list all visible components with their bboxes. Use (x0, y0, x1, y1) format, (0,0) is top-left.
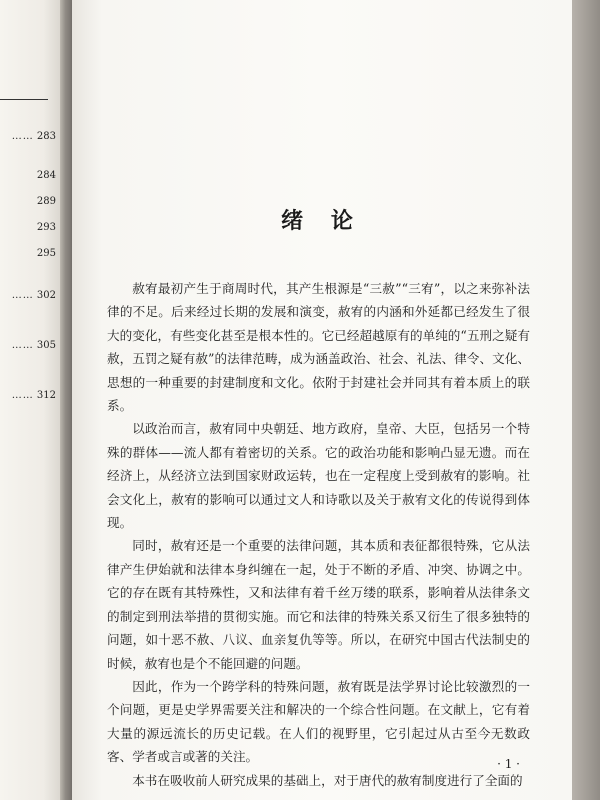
toc-entry: 289 (36, 196, 56, 207)
toc-entry: …… 302 (11, 290, 56, 301)
toc-entry: …… 283 (11, 131, 56, 142)
toc-entry: 284 (36, 170, 56, 181)
paragraph: 同时，赦宥还是一个重要的法律问题，其本质和表征都很特殊，它从法律产生伊始就和法律本身纠缠在一起，处于不断的矛盾、冲突、协调之中。它的存在既有其特殊性，又和法律有着千丝万缕的联系，影响着从法律条文的制定到刑法举措的贯彻实施。而它和法律的特殊关系又衍生了很多独特的问题，如十恶不赦、八议、血亲复仇等等。所以，在研究中国古代法制史的时候，赦宥也是个不能回避的问题。 (107, 538, 530, 671)
toc-entry: …… 312 (11, 390, 56, 401)
paragraph: 赦宥最初产生于商周时代，其产生根源是“三赦”“三宥”，以之来弥补法律的不足。后来经过长期的发展和演变，赦宥的内涵和外延都已经发生了很大的变化，有些变化甚至是根本性的。它已经超越原有的单纯的“五刑之疑有赦，五罚之疑有赦”的法律范畴，成为涵盖政治、社会、礼法、律令、文化、思想的一种重要的封建制度和文化。依附于封建社会并同其有着本质上的联系。 (107, 281, 530, 414)
chapter-body (107, 277, 530, 792)
toc-rule (0, 99, 48, 100)
page-number: · 1 · (497, 757, 520, 771)
toc-entry: 295 (36, 248, 56, 259)
paragraph: 以政治而言，赦宥同中央朝廷、地方政府，皇帝、大臣，包括另一个特殊的群体——流人都有着密切的关系。它的政治功能和影响凸显无遗。而在经济上，从经济立法到国家财政运转，也在一定程度上受到赦宥的影响。社会文化上，赦宥的影响可以通过文人和诗歌以及关于赦宥文化的传说得到体现。 (107, 421, 530, 531)
paragraph: 本书在吸收前人研究成果的基础上，对于唐代的赦宥制度进行了全面的 (132, 772, 523, 788)
book-page (72, 0, 572, 800)
chapter-title: 绪 论 (281, 208, 363, 234)
toc-entry: …… 305 (11, 340, 56, 351)
previous-page-toc (0, 0, 62, 800)
paragraph: 因此，作为一个跨学科的特殊问题，赦宥既是法学界讨论比较激烈的一个问题，更是史学界需要关注和解决的一个综合性问题。在文献上，它有着大量的源远流长的历史记载。在人们的视野里，它引起过从古至今无数政客、学者或言或著的关注。 (107, 678, 530, 765)
page-edges (572, 0, 600, 800)
toc-entry: 293 (36, 222, 56, 233)
